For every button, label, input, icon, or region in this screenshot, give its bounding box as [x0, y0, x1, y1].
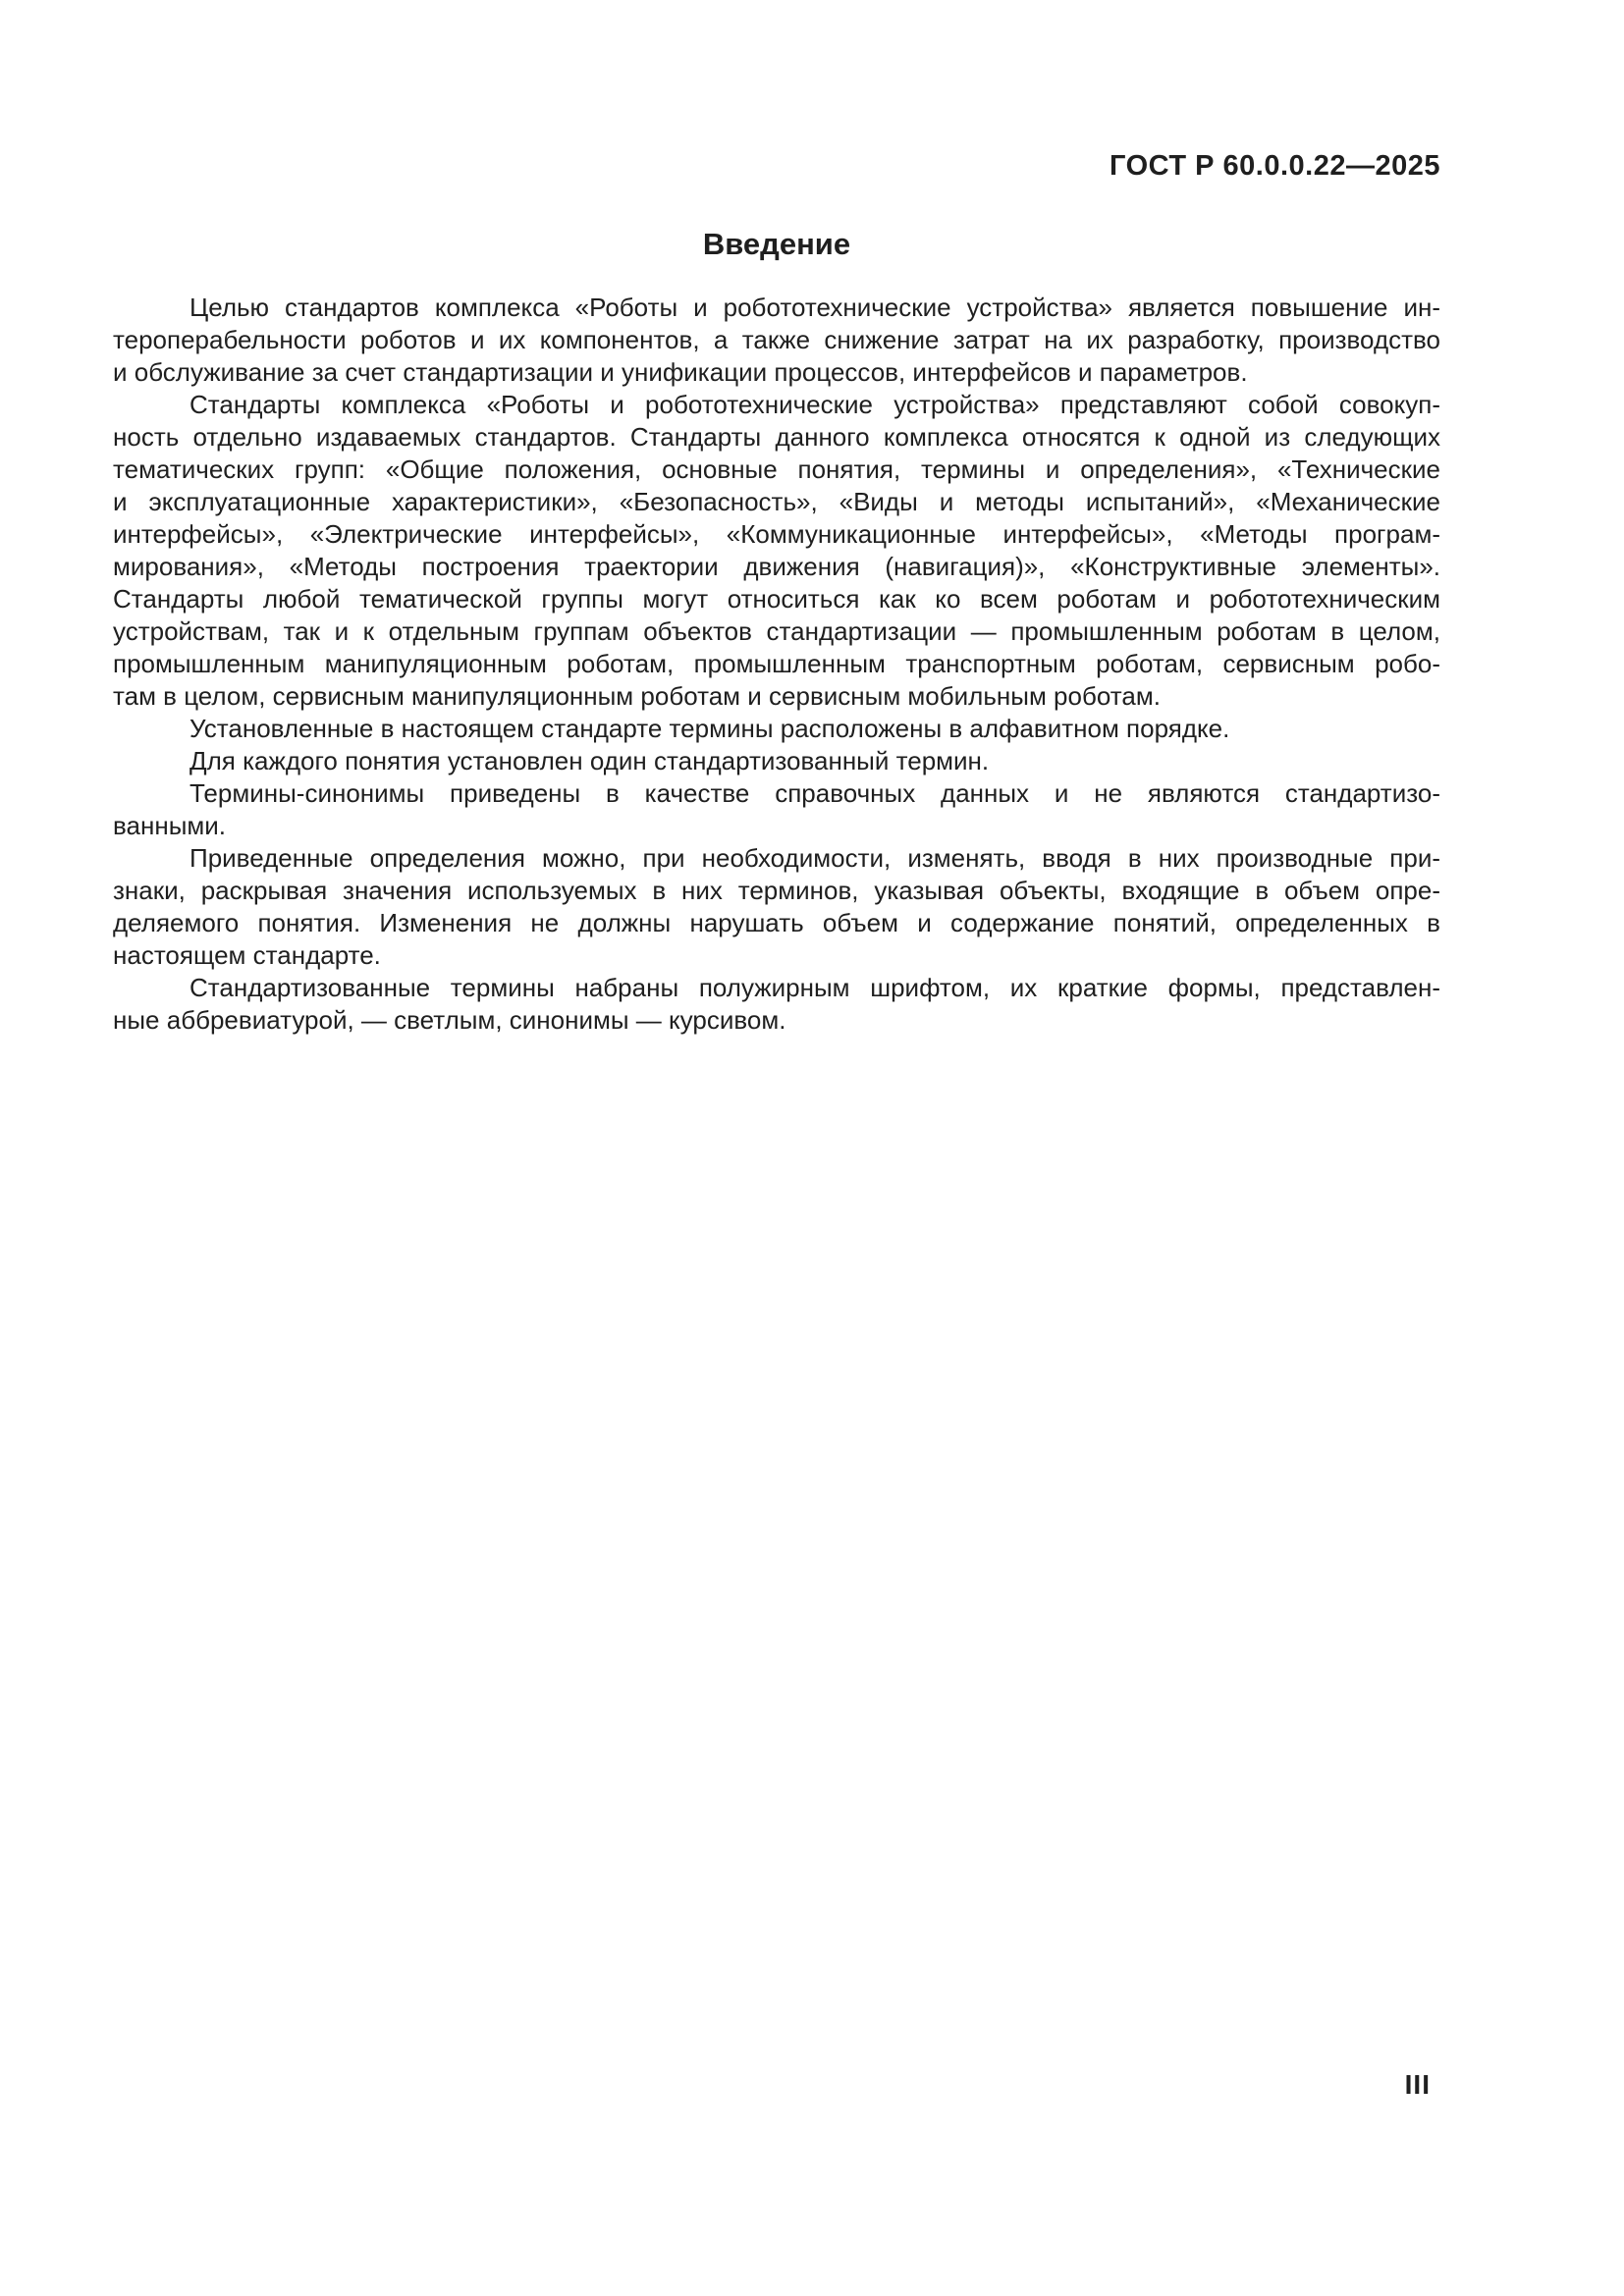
- text-line: мирования», «Методы построения траектории движения (навигация)», «Конструктивные элементы».: [113, 552, 1440, 581]
- text-line: Установленные в настоящем стандарте термины расположены в алфавитном порядке.: [189, 714, 1230, 743]
- paragraph: [113, 842, 1440, 972]
- paragraph: [113, 777, 1440, 842]
- text-line: устройствам, так и к отдельным группам объектов стандартизации — промышленным роботам в целом,: [113, 616, 1440, 646]
- text-line: знаки, раскрывая значения используемых в них терминов, указывая объекты, входящие в объем опре-: [113, 876, 1440, 905]
- text-line: деляемого понятия. Изменения не должны нарушать объем и содержание понятий, определенных в: [113, 908, 1440, 937]
- text-line: Стандартизованные термины набраны полужирным шрифтом, их краткие формы, представлен-: [189, 973, 1440, 1002]
- text-line: Целью стандартов комплекса «Роботы и робототехнические устройства» является повышение ин-: [189, 293, 1440, 322]
- paragraph: [113, 745, 1440, 777]
- text-line: промышленным манипуляционным роботам, промышленным транспортным роботам, сервисным робо-: [113, 649, 1440, 678]
- text-line: Термины-синонимы приведены в качестве справочных данных и не являются стандартизо-: [189, 778, 1440, 808]
- paragraph: [113, 713, 1440, 745]
- text-line: ванными.: [113, 811, 227, 840]
- page-number: III: [1404, 2069, 1431, 2100]
- text-line: и эксплуатационные характеристики», «Безопасность», «Виды и методы испытаний», «Механические: [113, 487, 1440, 516]
- paragraph: [113, 292, 1440, 389]
- paragraph: [113, 389, 1440, 713]
- text-line: и обслуживание за счет стандартизации и унификации процессов, интерфейсов и параметров.: [113, 357, 1248, 387]
- text-line: Стандарты любой тематической группы могут относиться как ко всем роботам и робототехническим: [113, 584, 1440, 614]
- text-line: тероперабельности роботов и их компонентов, а также снижение затрат на их разработку, производство: [113, 325, 1440, 354]
- text-line: Для каждого понятия установлен один стандартизованный термин.: [189, 746, 990, 775]
- text-line: там в целом, сервисным манипуляционным роботам и сервисным мобильным роботам.: [113, 681, 1161, 711]
- section-title: Введение: [702, 227, 851, 261]
- standard-code: ГОСТ Р 60.0.0.22—2025: [1110, 150, 1440, 182]
- body-text: [113, 292, 1440, 1037]
- text-line: ные аббревиатурой, — светлым, синонимы — курсивом.: [113, 1005, 786, 1035]
- text-line: Стандарты комплекса «Роботы и робототехнические устройства» представляют собой совокуп-: [189, 390, 1440, 419]
- text-line: интерфейсы», «Электрические интерфейсы», «Коммуникационные интерфейсы», «Методы програм-: [113, 519, 1440, 549]
- text-line: настоящем стандарте.: [113, 940, 381, 970]
- text-line: Приведенные определения можно, при необходимости, изменять, вводя в них производные при-: [189, 843, 1440, 873]
- text-line: ность отдельно издаваемых стандартов. Стандарты данного комплекса относятся к одной из следующих: [113, 422, 1440, 452]
- text-line: тематических групп: «Общие положения, основные понятия, термины и определения», «Технические: [113, 454, 1440, 484]
- paragraph: [113, 972, 1440, 1037]
